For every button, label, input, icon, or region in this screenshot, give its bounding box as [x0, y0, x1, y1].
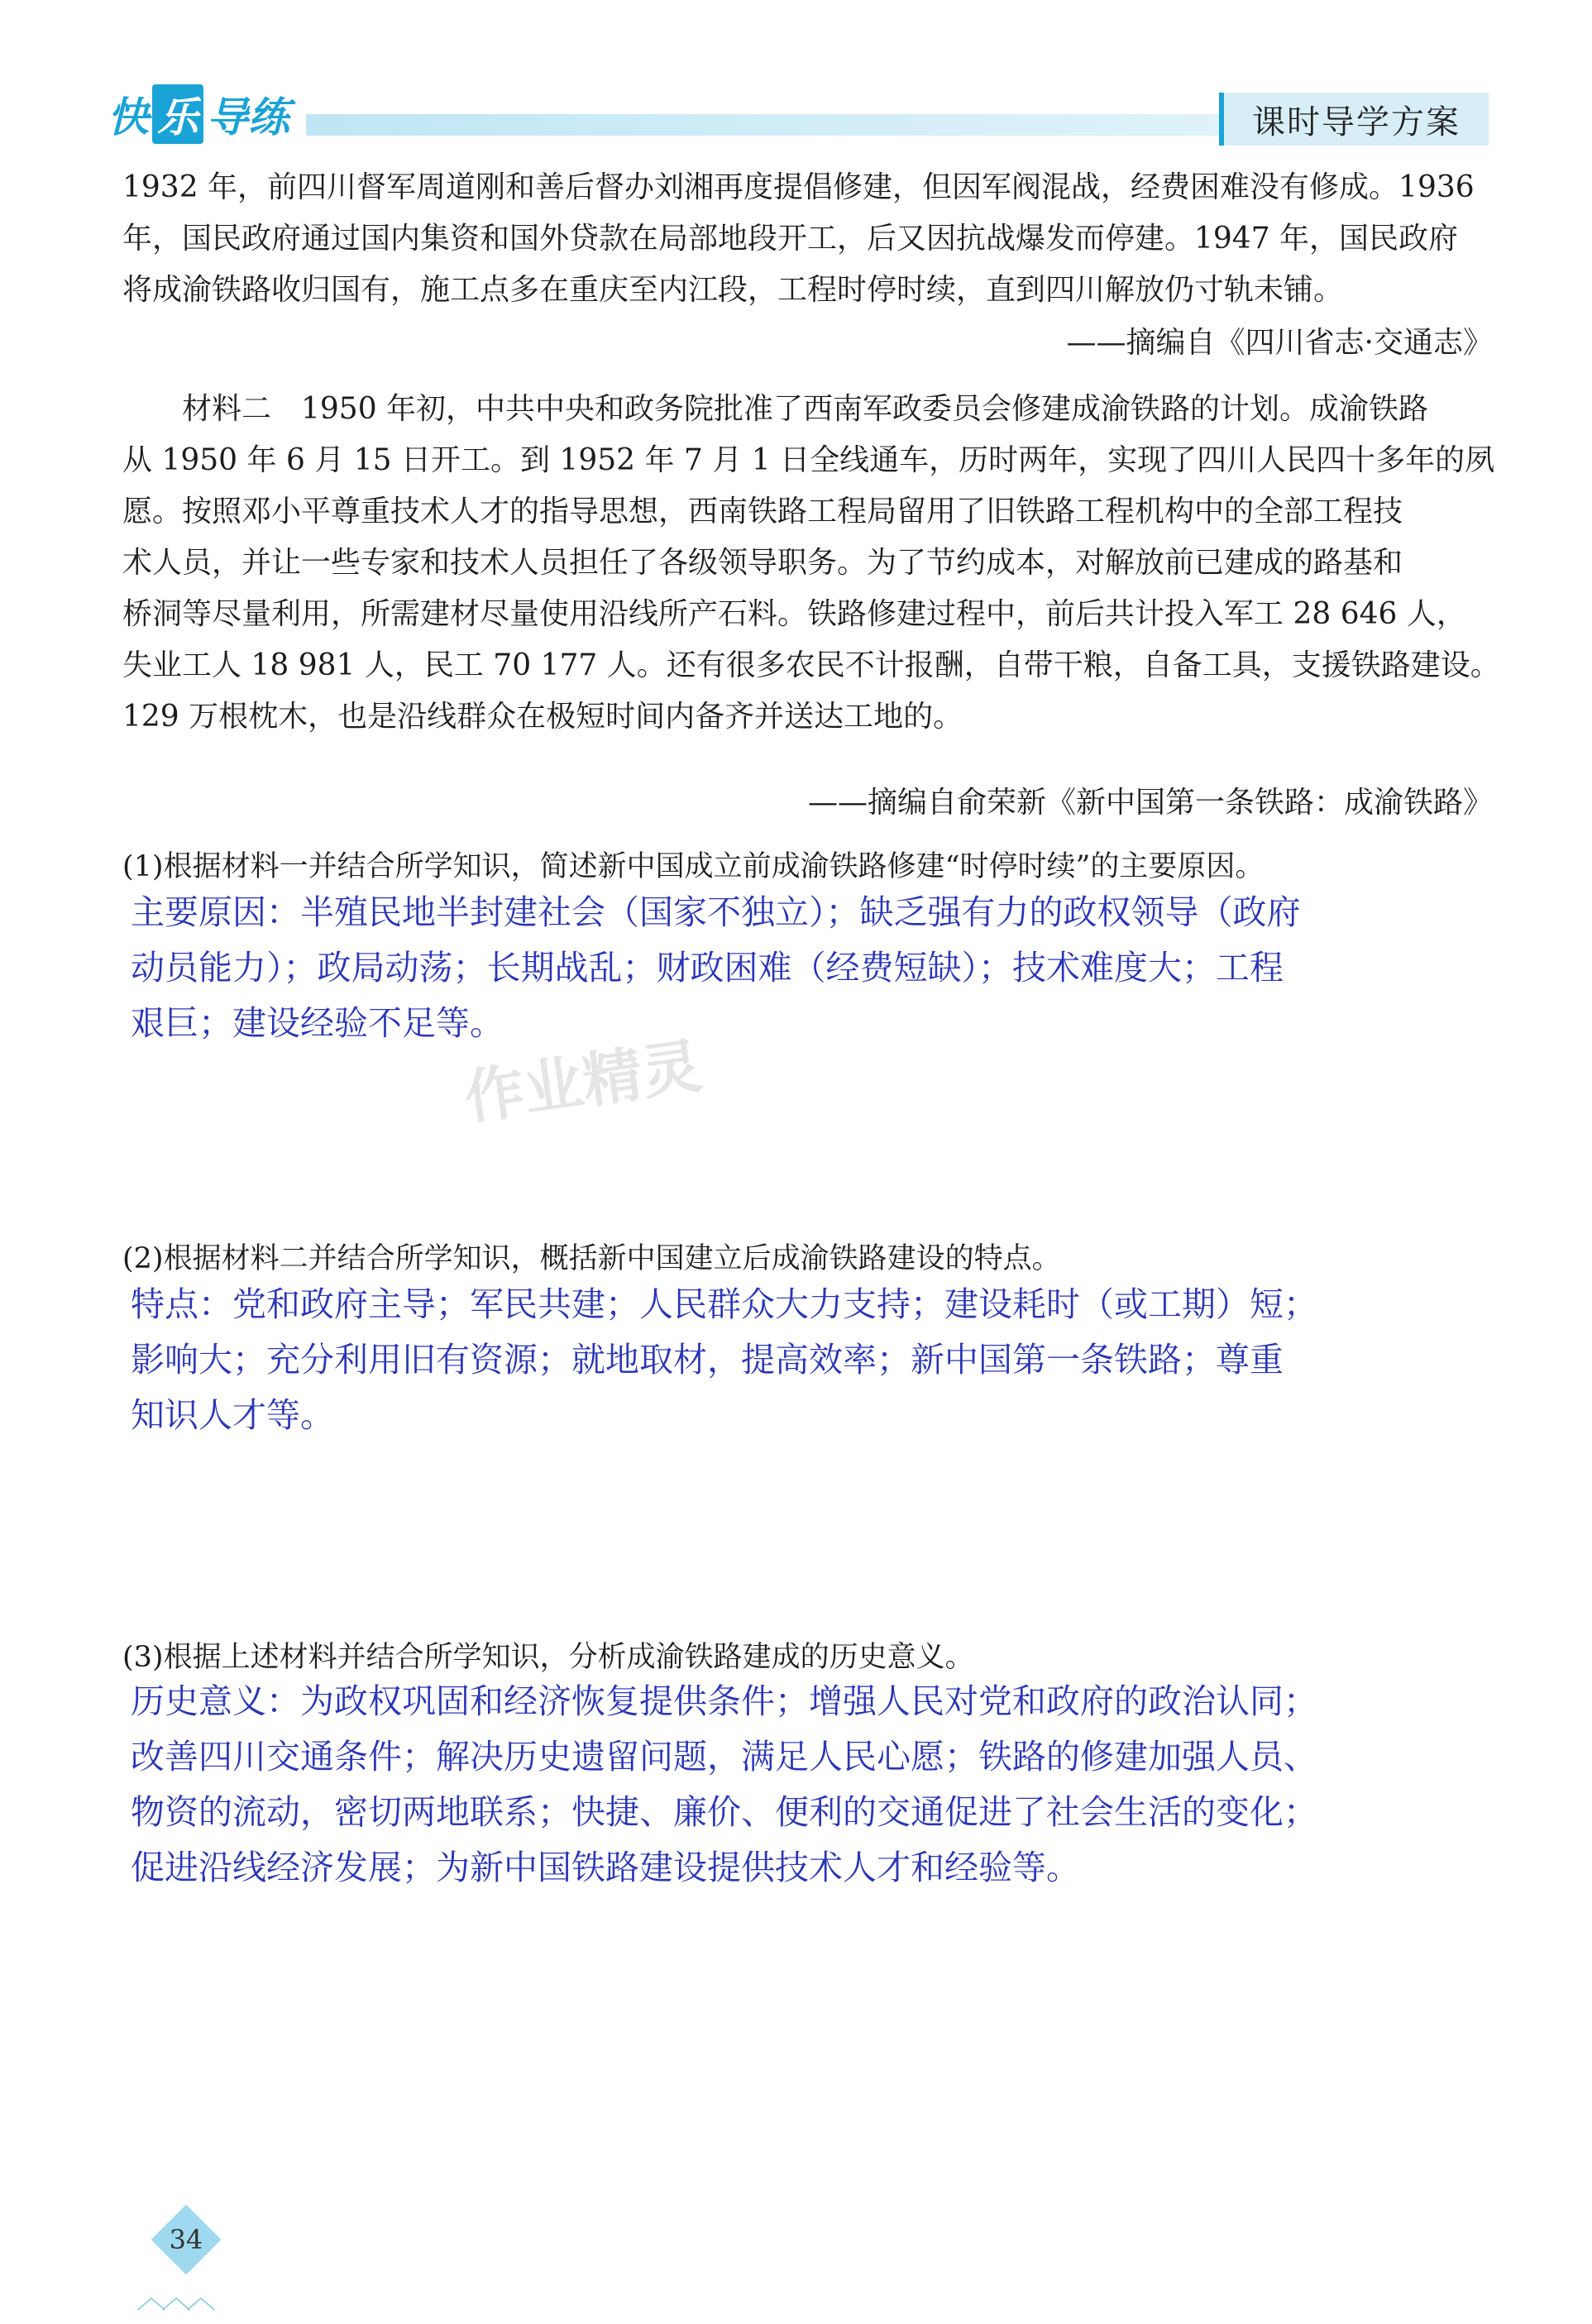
material-1-source: ——摘编自《四川省志·交通志》	[1066, 326, 1493, 360]
page-header	[108, 81, 1489, 147]
answer-3	[131, 1674, 1487, 1896]
answer-line: 物资的流动，密切两地联系；快捷、廉价、便利的交通促进了社会生活的变化；	[131, 1792, 1317, 1832]
question-2: (2)根据材料二并结合所学知识，概括新中国建立后成渝铁路建设的特点。	[122, 1242, 1061, 1275]
chevron-decoration-icon: ︿︿︿	[136, 2281, 212, 2315]
answer-line: 历史意义：为政权巩固和经济恢复提供条件；增强人民对党和政府的政治认同；	[131, 1681, 1317, 1721]
question-3: (3)根据上述材料并结合所学知识，分析成渝铁路建成的历史意义。	[122, 1641, 974, 1674]
answer-line: 主要原因：半殖民地半封建社会（国家不独立）；缺乏强有力的政权领导（政府	[131, 892, 1301, 932]
answer-line: 动员能力）；政局动荡；长期战乱；财政困难（经费短缺）；技术难度大；工程	[131, 948, 1284, 987]
brand-char-4: 练	[248, 93, 289, 141]
material-2-source: ——摘编自俞荣新《新中国第一条铁路：成渝铁路》	[807, 786, 1493, 820]
brand-char-3: 导	[207, 93, 248, 141]
text-line: 术人员，并让一些专家和技术人员担任了各级领导职务。为了节约成本，对解放前已建成的路基和	[122, 546, 1403, 580]
answer-line: 影响大；充分利用旧有资源；就地取材，提高效率；新中国第一条铁路；尊重	[131, 1340, 1284, 1380]
material-2-text	[122, 384, 1500, 743]
question-1: (1)根据材料一并结合所学知识，简述新中国成立前成渝铁路修建“时停时续”的主要原因。	[122, 850, 1265, 883]
watermark: 作业精灵	[460, 1030, 706, 1133]
text-line: 1932 年，前四川督军周道刚和善后督办刘湘再度提倡修建，但因军阀混战，经费困难没有修成。1936	[122, 170, 1475, 204]
answer-line: 改善四川交通条件；解决历史遗留问题，满足人民心愿；铁路的修建加强人员、	[131, 1737, 1317, 1776]
answer-line: 特点：党和政府主导；军民共建；人民群众大力支持；建设耗时（或工期）短；	[131, 1284, 1317, 1324]
text-line: 愿。按照邓小平尊重技术人才的指导思想，西南铁路工程局留用了旧铁路工程机构中的全部工程技	[122, 495, 1403, 528]
answer-line: 促进沿线经济发展；为新中国铁路建设提供技术人才和经验等。	[131, 1848, 1080, 1887]
answer-2	[131, 1277, 1487, 1443]
text-line: 129 万根枕木，也是沿线群众在极短时间内备齐并送达工地的。	[122, 700, 963, 734]
header-decoration-bar	[306, 114, 1307, 136]
text-line: 桥洞等尽量利用，所需建材尽量使用沿线所产石料。铁路修建过程中，前后共计投入军工 28 646 人，	[122, 597, 1466, 631]
header-section-tag: 课时导学方案	[1219, 93, 1489, 146]
material-1-text	[122, 162, 1495, 316]
answer-1	[131, 885, 1487, 1051]
text-line: 从 1950 年 6 月 15 日开工。到 1952 年 7 月 1 日全线通车，历时两年，实现了四川人民四十多年的夙	[122, 443, 1495, 477]
brand-logo	[108, 81, 289, 147]
answer-line: 知识人才等。	[131, 1395, 334, 1435]
brand-char-1: 快	[108, 93, 149, 141]
text-line: 将成渝铁路收归国有，施工点多在重庆至内江段，工程时停时续，直到四川解放仍寸轨未铺。	[122, 273, 1344, 307]
page-number: 34	[169, 2224, 203, 2255]
answer-line: 艰巨；建设经验不足等。	[131, 1003, 504, 1043]
text-line: 年，国民政府通过国内集资和国外贷款在局部地段开工，后又因抗战爆发而停建。1947 年，国民政府	[122, 222, 1459, 256]
brand-char-2: 乐	[152, 84, 203, 144]
text-line: 材料二 1950 年初，中共中央和政务院批准了西南军政委员会修建成渝铁路的计划。成渝铁路	[182, 392, 1429, 426]
page-number-badge	[151, 2204, 222, 2275]
text-line: 失业工人 18 981 人，民工 70 177 人。还有很多农民不计报酬，自带干粮，自备工具，支援铁路建设。	[122, 648, 1500, 682]
